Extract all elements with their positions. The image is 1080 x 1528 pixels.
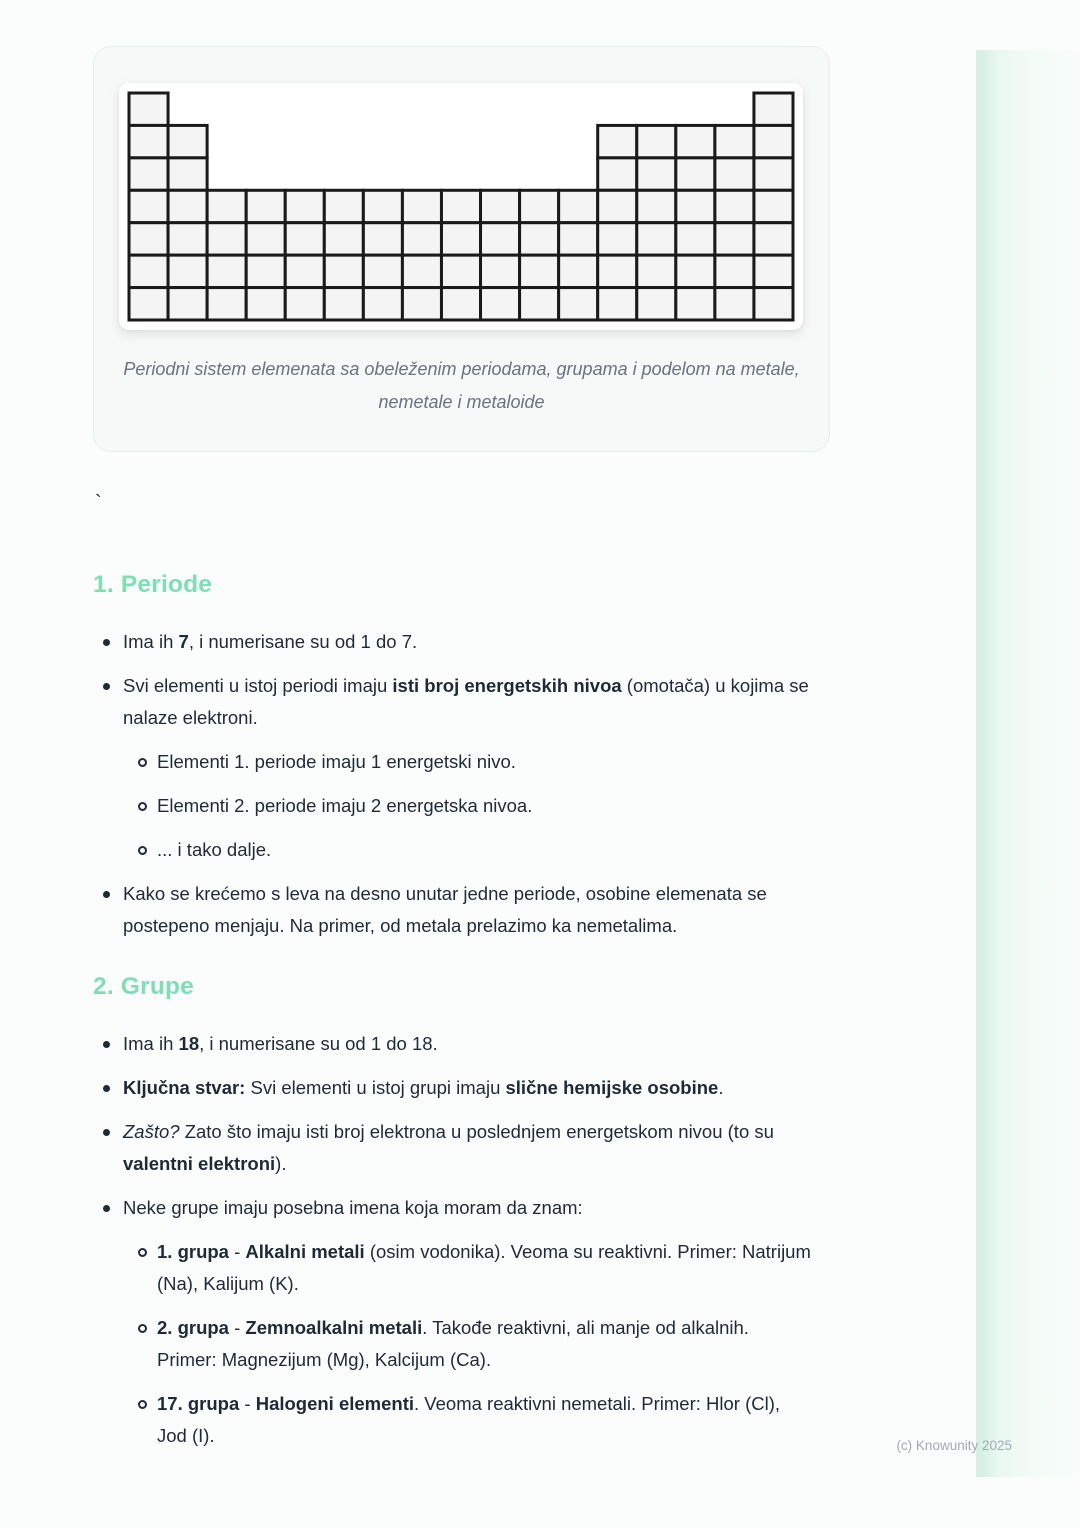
list-item-text: Zašto? Zato što imaju isti broj elektrona u poslednjem energetskom nivou (to su valentni elektroni).: [123, 1121, 774, 1174]
periodic-table-cell: [129, 125, 168, 157]
bullet-icon: [103, 1205, 110, 1212]
list-item-text: Neke grupe imaju posebna imena koja moram da znam:: [123, 1197, 583, 1218]
periodic-table-cell: [715, 125, 754, 157]
periodic-table-cell: [207, 288, 246, 320]
sub-list-item: [127, 1312, 811, 1376]
periodic-table-cell: [754, 93, 793, 125]
periodic-table-cell: [207, 190, 246, 222]
circle-bullet-icon: [138, 1248, 147, 1257]
periodic-table-cell: [402, 223, 441, 255]
periodic-table-cell: [715, 223, 754, 255]
periodic-table-cell: [676, 255, 715, 287]
periodic-table-cell: [207, 223, 246, 255]
periodic-table-cell: [637, 223, 676, 255]
list-item-text: Ima ih 18, i numerisane su od 1 do 18.: [123, 1033, 438, 1054]
periodic-table-figure: [119, 83, 803, 330]
bullet-list: [93, 626, 853, 942]
periodic-table-cell: [715, 190, 754, 222]
list-item-text: Ima ih 7, i numerisane su od 1 do 7.: [123, 631, 418, 652]
right-accent-strip: [976, 50, 1080, 1477]
list-item-text: Kako se krećemo s leva na desno unutar jedne periode, osobine elemenata se postepeno menjaju. Na primer, od metala prelazimo ka nemetalima.: [123, 883, 767, 936]
figure-caption: Periodni sistem elemenata sa obeleženim periodama, grupama i podelom na metale, nemetale i metaloide: [123, 359, 800, 412]
bullet-icon: [103, 1129, 110, 1136]
periodic-table-cell: [363, 255, 402, 287]
sub-list-item: [127, 790, 811, 822]
periodic-table-cell: [246, 190, 285, 222]
periodic-table-cell: [637, 125, 676, 157]
bullet-icon: [103, 891, 110, 898]
periodic-table-cell: [324, 190, 363, 222]
periodic-table-cell: [754, 288, 793, 320]
periodic-table-cell: [129, 158, 168, 190]
figure-card: [93, 46, 830, 452]
periodic-table-cell: [285, 288, 324, 320]
circle-bullet-icon: [138, 802, 147, 811]
periodic-table-cell: [598, 288, 637, 320]
periodic-table-cell: [168, 255, 207, 287]
periodic-table-cell: [754, 190, 793, 222]
periodic-table-cell: [168, 223, 207, 255]
list-item: [93, 1192, 833, 1224]
list-item-text: Elementi 1. periode imaju 1 energetski nivo.: [157, 751, 516, 772]
bullet-icon: [103, 1041, 110, 1048]
copyright-text: (c) Knowunity 2025: [896, 1438, 1012, 1453]
periodic-table-cell: [520, 255, 559, 287]
periodic-table-cell: [441, 288, 480, 320]
list-item: [93, 1028, 833, 1060]
periodic-table-cell: [324, 288, 363, 320]
periodic-table-cell: [637, 158, 676, 190]
periodic-table-cell: [481, 223, 520, 255]
periodic-table-cell: [637, 255, 676, 287]
periodic-table-cell: [520, 223, 559, 255]
list-item-text: 2. grupa - Zemnoalkalni metali. Takođe reaktivni, ali manje od alkalnih. Primer: Magnezijum (Mg), Kalcijum (Ca).: [157, 1317, 749, 1370]
periodic-table-cell: [715, 255, 754, 287]
periodic-table-cell: [207, 255, 246, 287]
list-item: [93, 670, 833, 734]
sub-list-item: [127, 1236, 811, 1300]
list-item: [93, 1116, 833, 1180]
periodic-table-cell: [520, 288, 559, 320]
periodic-table-cell: [168, 125, 207, 157]
periodic-table-cell: [129, 190, 168, 222]
bullet-icon: [103, 639, 110, 646]
list-item-text: 1. grupa - Alkalni metali (osim vodonika). Veoma su reaktivni. Primer: Natrijum (Na), Kalijum (K).: [157, 1241, 811, 1294]
periodic-table-cell: [481, 255, 520, 287]
bullet-icon: [103, 683, 110, 690]
periodic-table-cell: [129, 255, 168, 287]
periodic-table-cell: [598, 223, 637, 255]
periodic-table-cell: [441, 190, 480, 222]
periodic-table-cell: [676, 190, 715, 222]
periodic-table-cell: [598, 125, 637, 157]
periodic-table-cell: [676, 125, 715, 157]
periodic-table-cell: [754, 125, 793, 157]
list-item: [93, 878, 833, 942]
periodic-table-cell: [402, 190, 441, 222]
periodic-table-cell: [754, 158, 793, 190]
periodic-table-cell: [402, 288, 441, 320]
sub-list-item: [127, 746, 811, 778]
periodic-table-outline-drawing: [127, 91, 795, 322]
periodic-table-cell: [363, 190, 402, 222]
periodic-table-cell: [559, 223, 598, 255]
periodic-table-cell: [129, 288, 168, 320]
periodic-table-cell: [754, 223, 793, 255]
bullet-icon: [103, 1085, 110, 1092]
circle-bullet-icon: [138, 758, 147, 767]
periodic-table-cell: [637, 190, 676, 222]
list-item-text: Ključna stvar: Svi elementi u istoj grupi imaju slične hemijske osobine.: [123, 1077, 724, 1098]
notes-content: [93, 570, 853, 1464]
periodic-table-cell: [324, 223, 363, 255]
list-item: [93, 1072, 833, 1104]
circle-bullet-icon: [138, 1324, 147, 1333]
periodic-table-cell: [481, 190, 520, 222]
periodic-table-cell: [598, 255, 637, 287]
sub-list-item: [127, 834, 811, 866]
periodic-table-cell: [676, 223, 715, 255]
periodic-table-cell: [285, 223, 324, 255]
circle-bullet-icon: [138, 846, 147, 855]
periodic-table-cell: [598, 158, 637, 190]
stray-backtick-character: `: [95, 492, 102, 514]
periodic-table-cell: [441, 223, 480, 255]
periodic-table-cell: [363, 223, 402, 255]
bullet-list: [93, 1028, 853, 1452]
periodic-table-cell: [676, 288, 715, 320]
list-item-text: Svi elementi u istoj periodi imaju isti broj energetskih nivoa (omotača) u kojima se nalaze elektroni.: [123, 675, 809, 728]
periodic-table-cell: [598, 190, 637, 222]
sections-container: [93, 570, 853, 1452]
periodic-table-cell: [402, 255, 441, 287]
periodic-table-cell: [715, 158, 754, 190]
periodic-table-cell: [520, 190, 559, 222]
periodic-table-cell: [246, 288, 285, 320]
periodic-table-cell: [285, 190, 324, 222]
periodic-table-cell: [363, 288, 402, 320]
periodic-table-cell: [168, 288, 207, 320]
list-item: [93, 626, 833, 658]
periodic-table-cell: [285, 255, 324, 287]
periodic-table-cell: [754, 255, 793, 287]
list-item-text: 17. grupa - Halogeni elementi. Veoma reaktivni nemetali. Primer: Hlor (Cl), Jod (I).: [157, 1393, 781, 1446]
periodic-table-cell: [559, 288, 598, 320]
periodic-table-cell: [129, 93, 168, 125]
periodic-table-cell: [637, 288, 676, 320]
periodic-table-cell: [246, 255, 285, 287]
list-item-text: ... i tako dalje.: [157, 839, 272, 860]
periodic-table-cell: [246, 223, 285, 255]
periodic-table-cell: [559, 255, 598, 287]
circle-bullet-icon: [138, 1400, 147, 1409]
periodic-table-cell: [715, 288, 754, 320]
section-heading-1: 1. Periode: [93, 571, 213, 598]
periodic-table-cell: [129, 223, 168, 255]
periodic-table-cell: [481, 288, 520, 320]
periodic-table-cell: [168, 190, 207, 222]
periodic-table-cell: [676, 158, 715, 190]
periodic-table-cell: [559, 190, 598, 222]
list-item-text: Elementi 2. periode imaju 2 energetska nivoa.: [157, 795, 533, 816]
periodic-table-cell: [441, 255, 480, 287]
sub-list-item: [127, 1388, 811, 1452]
periodic-table-cell: [324, 255, 363, 287]
section-heading-2: 2. Grupe: [93, 973, 194, 1000]
periodic-table-cell: [168, 158, 207, 190]
